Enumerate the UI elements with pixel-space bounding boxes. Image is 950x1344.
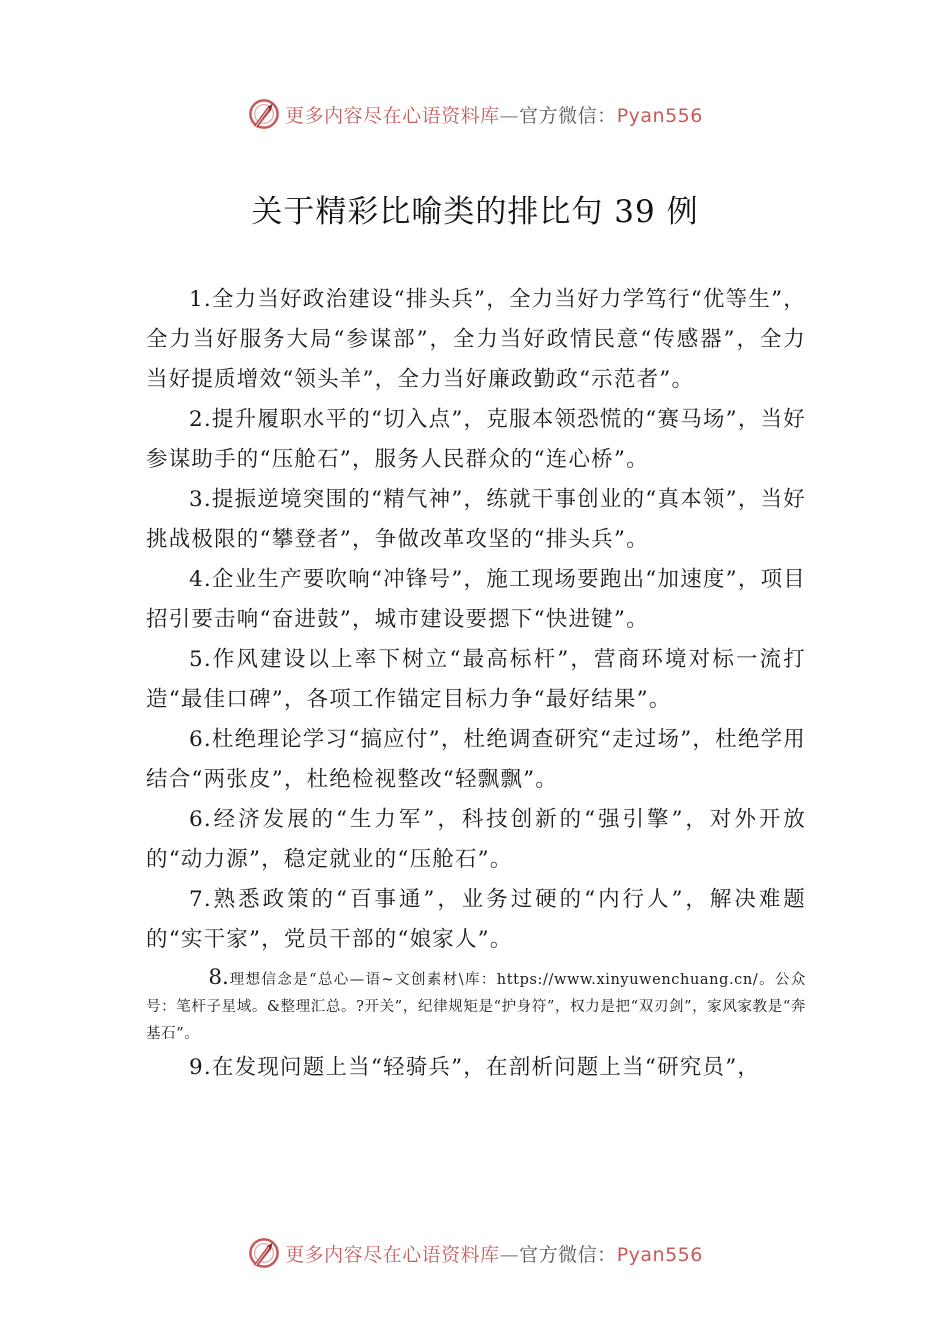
document-body	[146, 280, 806, 1088]
banner-text	[285, 101, 703, 128]
paragraph-4: 4.企业生产要吹响“冲锋号”，施工现场要跑出“加速度”，项目招引要击响“奋进鼓”，城市建设要摁下“快进键”。	[146, 567, 806, 632]
paragraph-3: 3.提振逆境突围的“精气神”，练就干事创业的“真本领”，当好挑战极限的“攀登者”，争做改革攻坚的“排头兵”。	[146, 487, 806, 552]
footer-banner	[0, 1233, 950, 1273]
paragraph-5: 5.作风建设以上率下树立“最高标杆”，营商环境对标一流打造“最佳口碑”，各项工作锚定目标力争“最好结果”。	[146, 647, 806, 712]
banner-prefix: 更多内容尽在心语资料库	[285, 104, 500, 127]
paragraph-1: 1.全力当好政治建设“排头兵”，全力当好力学笃行“优等生”，全力当好服务大局“参谋部”，全力当好政情民意“传感器”，全力当好提质增效“领头羊”，全力当好廉政勤政“示范者”。	[146, 287, 806, 392]
footer-banner-dash: —	[499, 1243, 520, 1266]
banner-wechat-id: Pyan556	[616, 104, 703, 127]
footer-banner-prefix: 更多内容尽在心语资料库	[285, 1243, 500, 1266]
page-title: 关于精彩比喻类的排比句 39 例	[251, 194, 699, 230]
paragraph-6b: 6.经济发展的“生力军”，科技创新的“强引擎”，对外开放的“动力源”，稳定就业的“压舱石”。	[146, 807, 806, 872]
pen-nib-logo-icon	[247, 1236, 281, 1270]
footer-banner-wechat-id: Pyan556	[616, 1243, 703, 1266]
banner-dash: —	[499, 104, 520, 127]
paragraph-8-text: 理想信念是“总心—语~文创素材\库：https://www.xinyuwenchuang.cn/。公众号：笔杆子星域。&整理汇总。?开关”，纪律规矩是“护身符”，权力是把“双刃剑”，家风家教是“奔基石”。	[146, 972, 806, 1042]
footer-banner-text	[285, 1240, 703, 1267]
header-banner	[0, 94, 950, 134]
paragraph-6a: 6.杜绝理论学习“搞应付”，杜绝调查研究“走过场”，杜绝学用结合“两张皮”，杜绝检视整改“轻飘飘”。	[146, 727, 806, 792]
pen-nib-logo-icon	[247, 97, 281, 131]
paragraph-7: 7.熟悉政策的“百事通”，业务过硬的“内行人”，解决难题的“实干家”，党员干部的“娘家人”。	[146, 887, 806, 952]
paragraph-8	[146, 960, 806, 1048]
footer-banner-label: 官方微信：	[519, 1243, 617, 1266]
paragraph-8-number: 8.	[208, 965, 229, 990]
banner-label: 官方微信：	[519, 104, 617, 127]
paragraph-9: 9.在发现问题上当“轻骑兵”，在剖析问题上当“研究员”，	[189, 1055, 761, 1080]
paragraph-2: 2.提升履职水平的“切入点”，克服本领恐慌的“赛马场”，当好参谋助手的“压舱石”，服务人民群众的“连心桥”。	[146, 407, 806, 472]
